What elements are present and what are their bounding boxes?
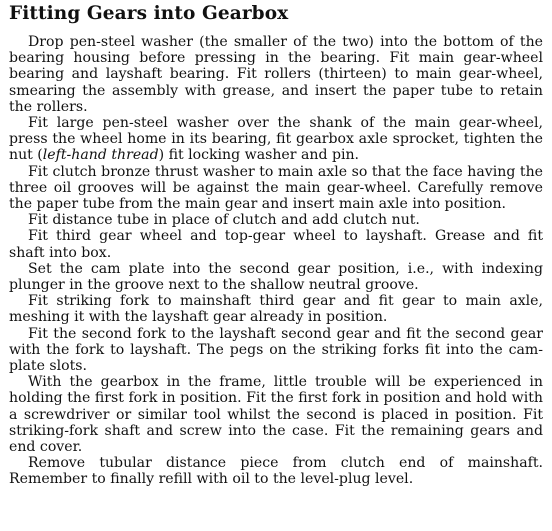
paragraph-thrust-washer: Fit clutch bronze thrust washer to main axle so that the face having the three oil grooves will be against the main gear-wheel. Carefully remove the paper tube from the main gear and insert main axle into position. (9, 163, 543, 213)
paragraph-distance-tube: Fit distance tube in place of clutch and add clutch nut. (28, 212, 420, 229)
paragraph-washer-bearing: Drop pen-steel washer (the smaller of the two) into the bottom of the bearing housing before pressing in the bearing. Fit main gear-wheel bearing and layshaft bearing. Fit rollers (thirteen) to main gear-wheel, smearing the assembly with grease, and insert the paper tube to retain the rollers. (9, 34, 543, 115)
italic-phrase: left-hand thread (42, 147, 159, 164)
paragraph-striking-fork: Fit striking fork to mainshaft third gear and fit gear to main axle, meshing it with the layshaft gear already in position. (9, 293, 543, 326)
paragraph-text: ) fit locking washer and pin. (158, 147, 360, 164)
paragraph-second-fork: Fit the second fork to the layshaft second gear and fit the second gear with the fork to layshaft. The pegs on the striking forks fit into the cam-plate slots. (9, 325, 543, 375)
paragraph-refill-oil: Remove tubular distance piece from clutch end of mainshaft. Remember to finally refill with oil to the level-plug level. (9, 455, 543, 488)
paragraph-main-gear-wheel (9, 115, 543, 164)
paragraph-gearbox-frame: With the gearbox in the frame, little trouble will be experienced in holding the first fork in position. Fit the first fork in position and hold with a screwdriver or similar tool whilst the second is placed in position. Fit striking-fork shaft and screw into the case. Fit the remaining gears and end cover. (9, 374, 543, 456)
paragraph-third-gear: Fit third gear wheel and top-gear wheel to layshaft. Grease and fit shaft into box. (9, 228, 543, 261)
paragraph-cam-plate: Set the cam plate into the second gear position, i.e., with indexing plunger in the groove next to the shallow neutral groove. (9, 260, 543, 294)
page-title: Fitting Gears into Gearbox (9, 3, 289, 24)
paragraph-text: Fit large pen-steel washer over the shank of the main gear-wheel, press the wheel home in its bearing, fit gearbox axle sprocket, tighten the nut ( (9, 115, 543, 164)
